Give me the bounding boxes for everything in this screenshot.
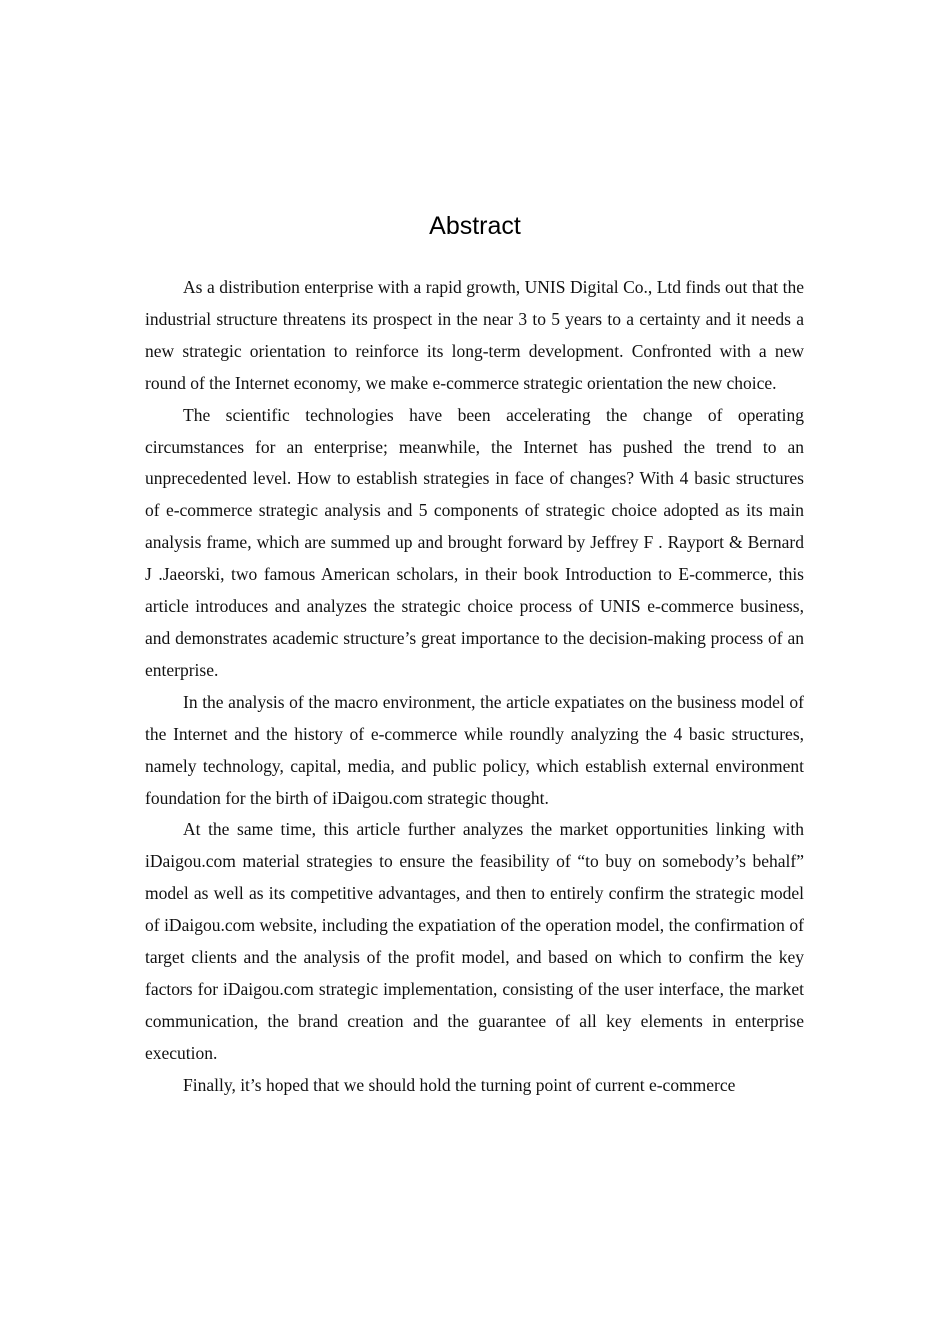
abstract-body — [145, 272, 804, 1102]
paragraph-3: In the analysis of the macro environment, the article expatiates on the business model of the Internet and the history of e-commerce while roundly analyzing the 4 basic structures, namely technology, capital, media, and public policy, which establish external environment foundation for the birth of iDaigou.com strategic thought. — [145, 691, 804, 808]
paragraph-2: The scientific technologies have been accelerating the change of operating circumstances for an enterprise; meanwhile, the Internet has pushed the trend to an unprecedented level. How to establish strategies in face of changes? With 4 basic structures of e-commerce strategic analysis and 5 components of strategic choice adopted as its main analysis frame, which are summed up and brought forward by Jeffrey F . Rayport & Bernard J .Jaeorski, two famous American scholars, in their book Introduction to E-commerce, this article introduces and analyzes the strategic choice process of UNIS e-commerce business, and demonstrates academic structure’s great importance to the decision-making process of an enterprise. — [145, 404, 804, 680]
paragraph-1: As a distribution enterprise with a rapid growth, UNIS Digital Co., Ltd finds out that the industrial structure threatens its prospect in the near 3 to 5 years to a certainty and it needs a new strategic orientation to reinforce its long-term development. Confronted with a new round of the Internet economy, we make e-commerce strategic orientation the new choice. — [145, 277, 804, 393]
page-title: Abstract — [429, 212, 521, 240]
paragraph-4: At the same time, this article further analyzes the market opportunities linking with iDaigou.com material strategies to ensure the feasibility of “to buy on somebody’s behalf” model as well as its competitive advantages, and then to entirely confirm the strategic model of iDaigou.com website, including the expatiation of the operation model, the confirmation of target clients and the analysis of the profit model, and based on which to confirm the key factors for iDaigou.com strategic implementation, consisting of the user interface, the market communication, the brand creation and the guarantee of all key elements in enterprise execution. — [145, 819, 804, 1063]
paragraph-5: Finally, it’s hoped that we should hold the turning point of current e-commerce — [183, 1074, 736, 1095]
